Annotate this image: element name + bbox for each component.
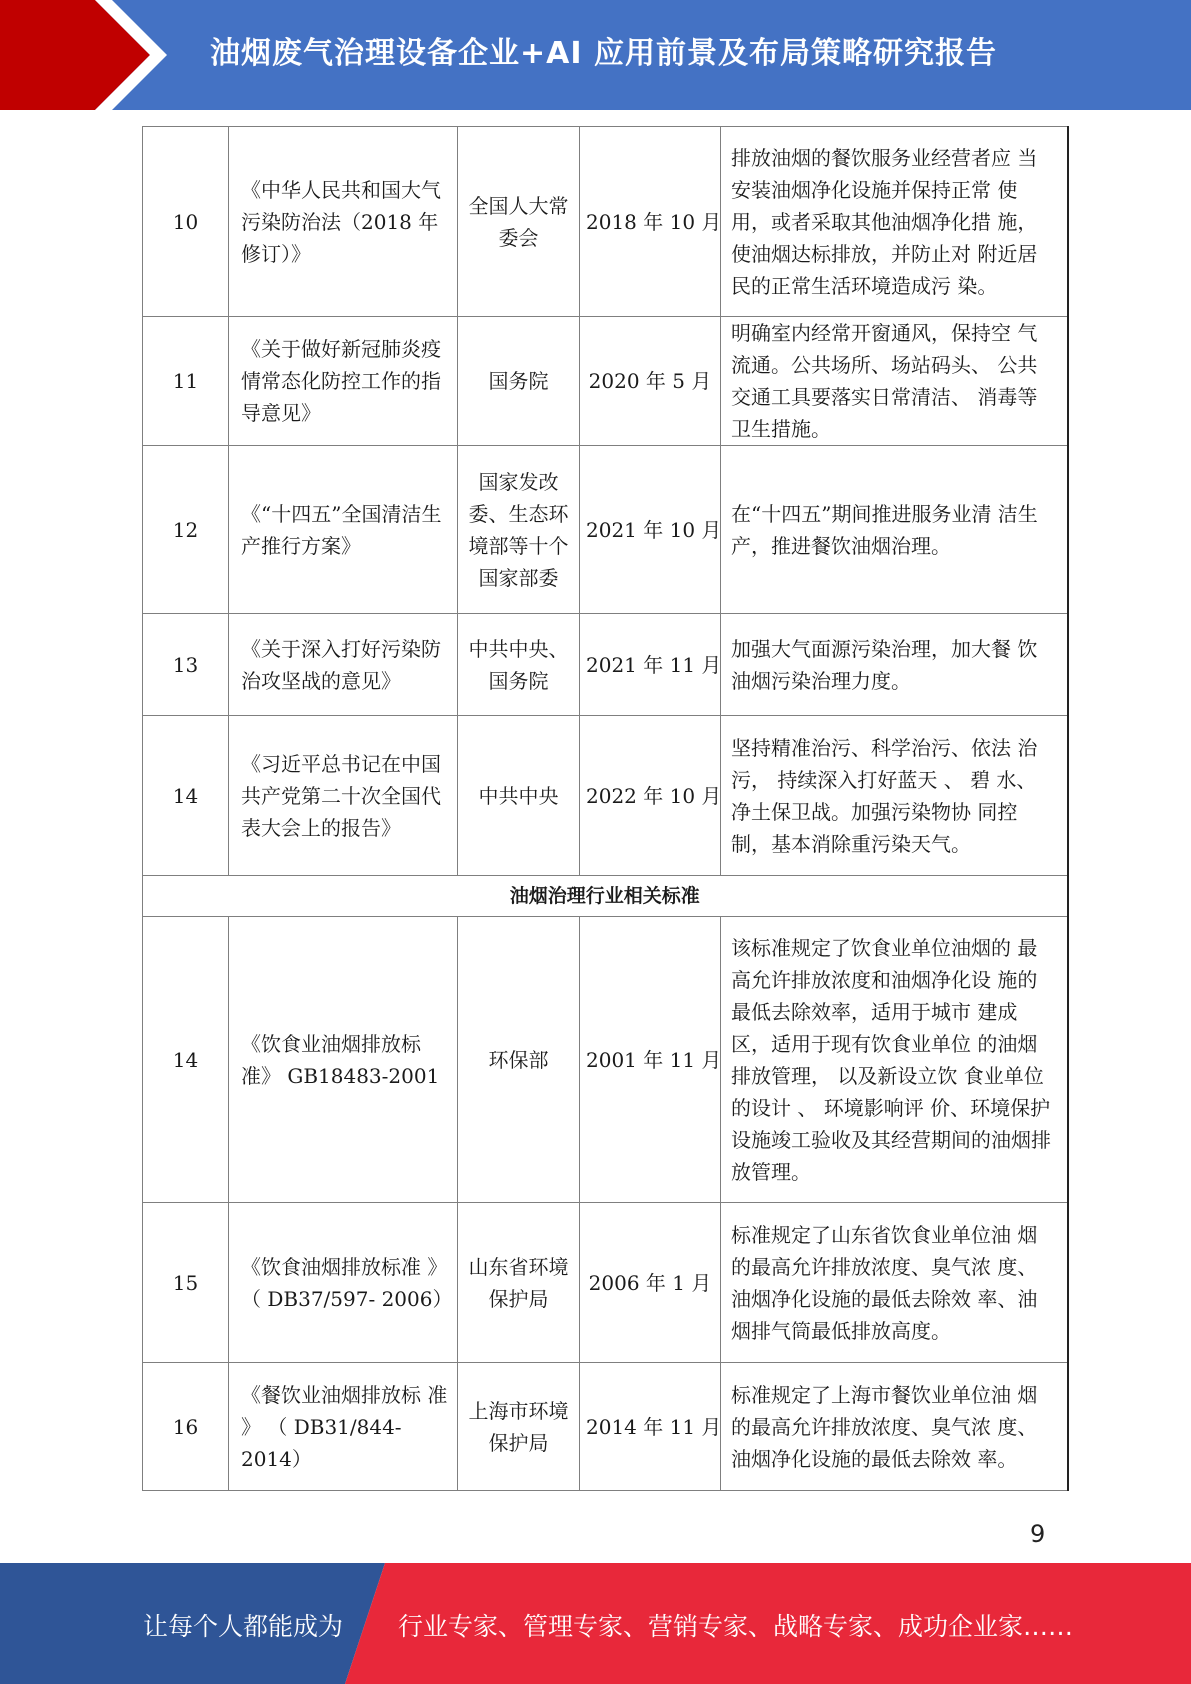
- standard-name: 《餐饮业油烟排放标 准 》 （ DB31/844- 2014）: [229, 1363, 458, 1491]
- row-number: 13: [143, 614, 229, 716]
- table-row: [143, 614, 1068, 716]
- policy-table: [142, 126, 1069, 1491]
- issuing-body: 山东省环境保护局: [458, 1203, 580, 1363]
- footer-slogan-left: 让每个人都能成为: [143, 1612, 344, 1641]
- policy-content: 在“十四五”期间推进服务业清 洁生产，推进餐饮油烟治理。: [721, 446, 1068, 614]
- page-number: 9: [1030, 1520, 1046, 1548]
- row-number: 15: [143, 1203, 229, 1363]
- policy-content: 加强大气面源污染治理，加大餐 饮油烟污染治理力度。: [721, 614, 1068, 716]
- issuing-body: 国务院: [458, 317, 580, 446]
- issue-date: 2020 年 5 月: [580, 317, 721, 446]
- row-number: 16: [143, 1363, 229, 1491]
- policy-name: 《关于做好新冠肺炎疫情常态化防控工作的指导意见》: [229, 317, 458, 446]
- standard-content: 标准规定了山东省饮食业单位油 烟的最高允许排放浓度、臭气浓 度、油烟净化设施的最低去除效 率、油烟排气筒最低排放高度。: [721, 1203, 1068, 1363]
- table-row: [143, 446, 1068, 614]
- issue-date: 2001 年 11 月: [580, 917, 721, 1203]
- table-row: [143, 1363, 1068, 1491]
- standard-name: 《饮食业油烟排放标 准》 GB18483-2001: [229, 917, 458, 1203]
- policy-content: 坚持精准治污、科学治污、依法 治污， 持续深入打好蓝天 、 碧 水、净土保卫战。加强污染物协 同控制，基本消除重污染天气。: [721, 716, 1068, 876]
- section-title: 油烟治理行业相关标准: [143, 876, 1068, 917]
- issue-date: 2021 年 11 月: [580, 614, 721, 716]
- policy-name: 《中华人民共和国大气污染防治法（2018 年修订）》: [229, 127, 458, 317]
- table-row: [143, 317, 1068, 446]
- standard-content: 该标准规定了饮食业单位油烟的 最高允许排放浓度和油烟净化设 施的最低去除效率，适用于城市 建成区，适用于现有饮食业单位 的油烟排放管理， 以及新设立饮 食业单位的设计 、 环境影响评 价、环境保护设施竣工验收及其经营期间的油烟排放管理。: [721, 917, 1068, 1203]
- policy-name: 《习近平总书记在中国共产党第二十次全国代表大会上的报告》: [229, 716, 458, 876]
- policy-content: 明确室内经常开窗通风，保持空 气流通。公共场所、场站码头、 公共交通工具要落实日常清洁、 消毒等卫生措施。: [721, 317, 1068, 446]
- section-header-row: [143, 876, 1068, 917]
- issue-date: 2021 年 10 月: [580, 446, 721, 614]
- policy-name: 《关于深入打好污染防治攻坚战的意见》: [229, 614, 458, 716]
- standard-content: 标准规定了上海市餐饮业单位油 烟的最高允许排放浓度、臭气浓 度、油烟净化设施的最低去除效 率。: [721, 1363, 1068, 1491]
- issuing-body: 中共中央: [458, 716, 580, 876]
- issuing-body: 国家发改委、生态环境部等十个国家部委: [458, 446, 580, 614]
- policy-name: 《“十四五”全国清洁生产推行方案》: [229, 446, 458, 614]
- footer-banner: [0, 1563, 1191, 1684]
- header-banner: [0, 0, 1191, 110]
- row-number: 14: [143, 716, 229, 876]
- table-row: [143, 1203, 1068, 1363]
- issue-date: 2014 年 11 月: [580, 1363, 721, 1491]
- issue-date: 2006 年 1 月: [580, 1203, 721, 1363]
- table-row: [143, 917, 1068, 1203]
- issuing-body: 上海市环境保护局: [458, 1363, 580, 1491]
- table-row: [143, 127, 1068, 317]
- issuing-body: 中共中央、国务院: [458, 614, 580, 716]
- report-title: 油烟废气治理设备企业+AI 应用前景及布局策略研究报告: [210, 36, 997, 71]
- row-number: 11: [143, 317, 229, 446]
- policy-content: 排放油烟的餐饮服务业经营者应 当安装油烟净化设施并保持正常 使用，或者采取其他油烟净化措 施，使油烟达标排放，并防止对 附近居民的正常生活环境造成污 染。: [721, 127, 1068, 317]
- issue-date: 2018 年 10 月: [580, 127, 721, 317]
- row-number: 10: [143, 127, 229, 317]
- issue-date: 2022 年 10 月: [580, 716, 721, 876]
- footer-slogan-right: 行业专家、管理专家、营销专家、战略专家、成功企业家……: [398, 1612, 1074, 1641]
- row-number: 12: [143, 446, 229, 614]
- table-row: [143, 716, 1068, 876]
- standard-name: 《饮食油烟排放标准 》 （ DB37/597- 2006）: [229, 1203, 458, 1363]
- row-number: 14: [143, 917, 229, 1203]
- issuing-body: 全国人大常委会: [458, 127, 580, 317]
- issuing-body: 环保部: [458, 917, 580, 1203]
